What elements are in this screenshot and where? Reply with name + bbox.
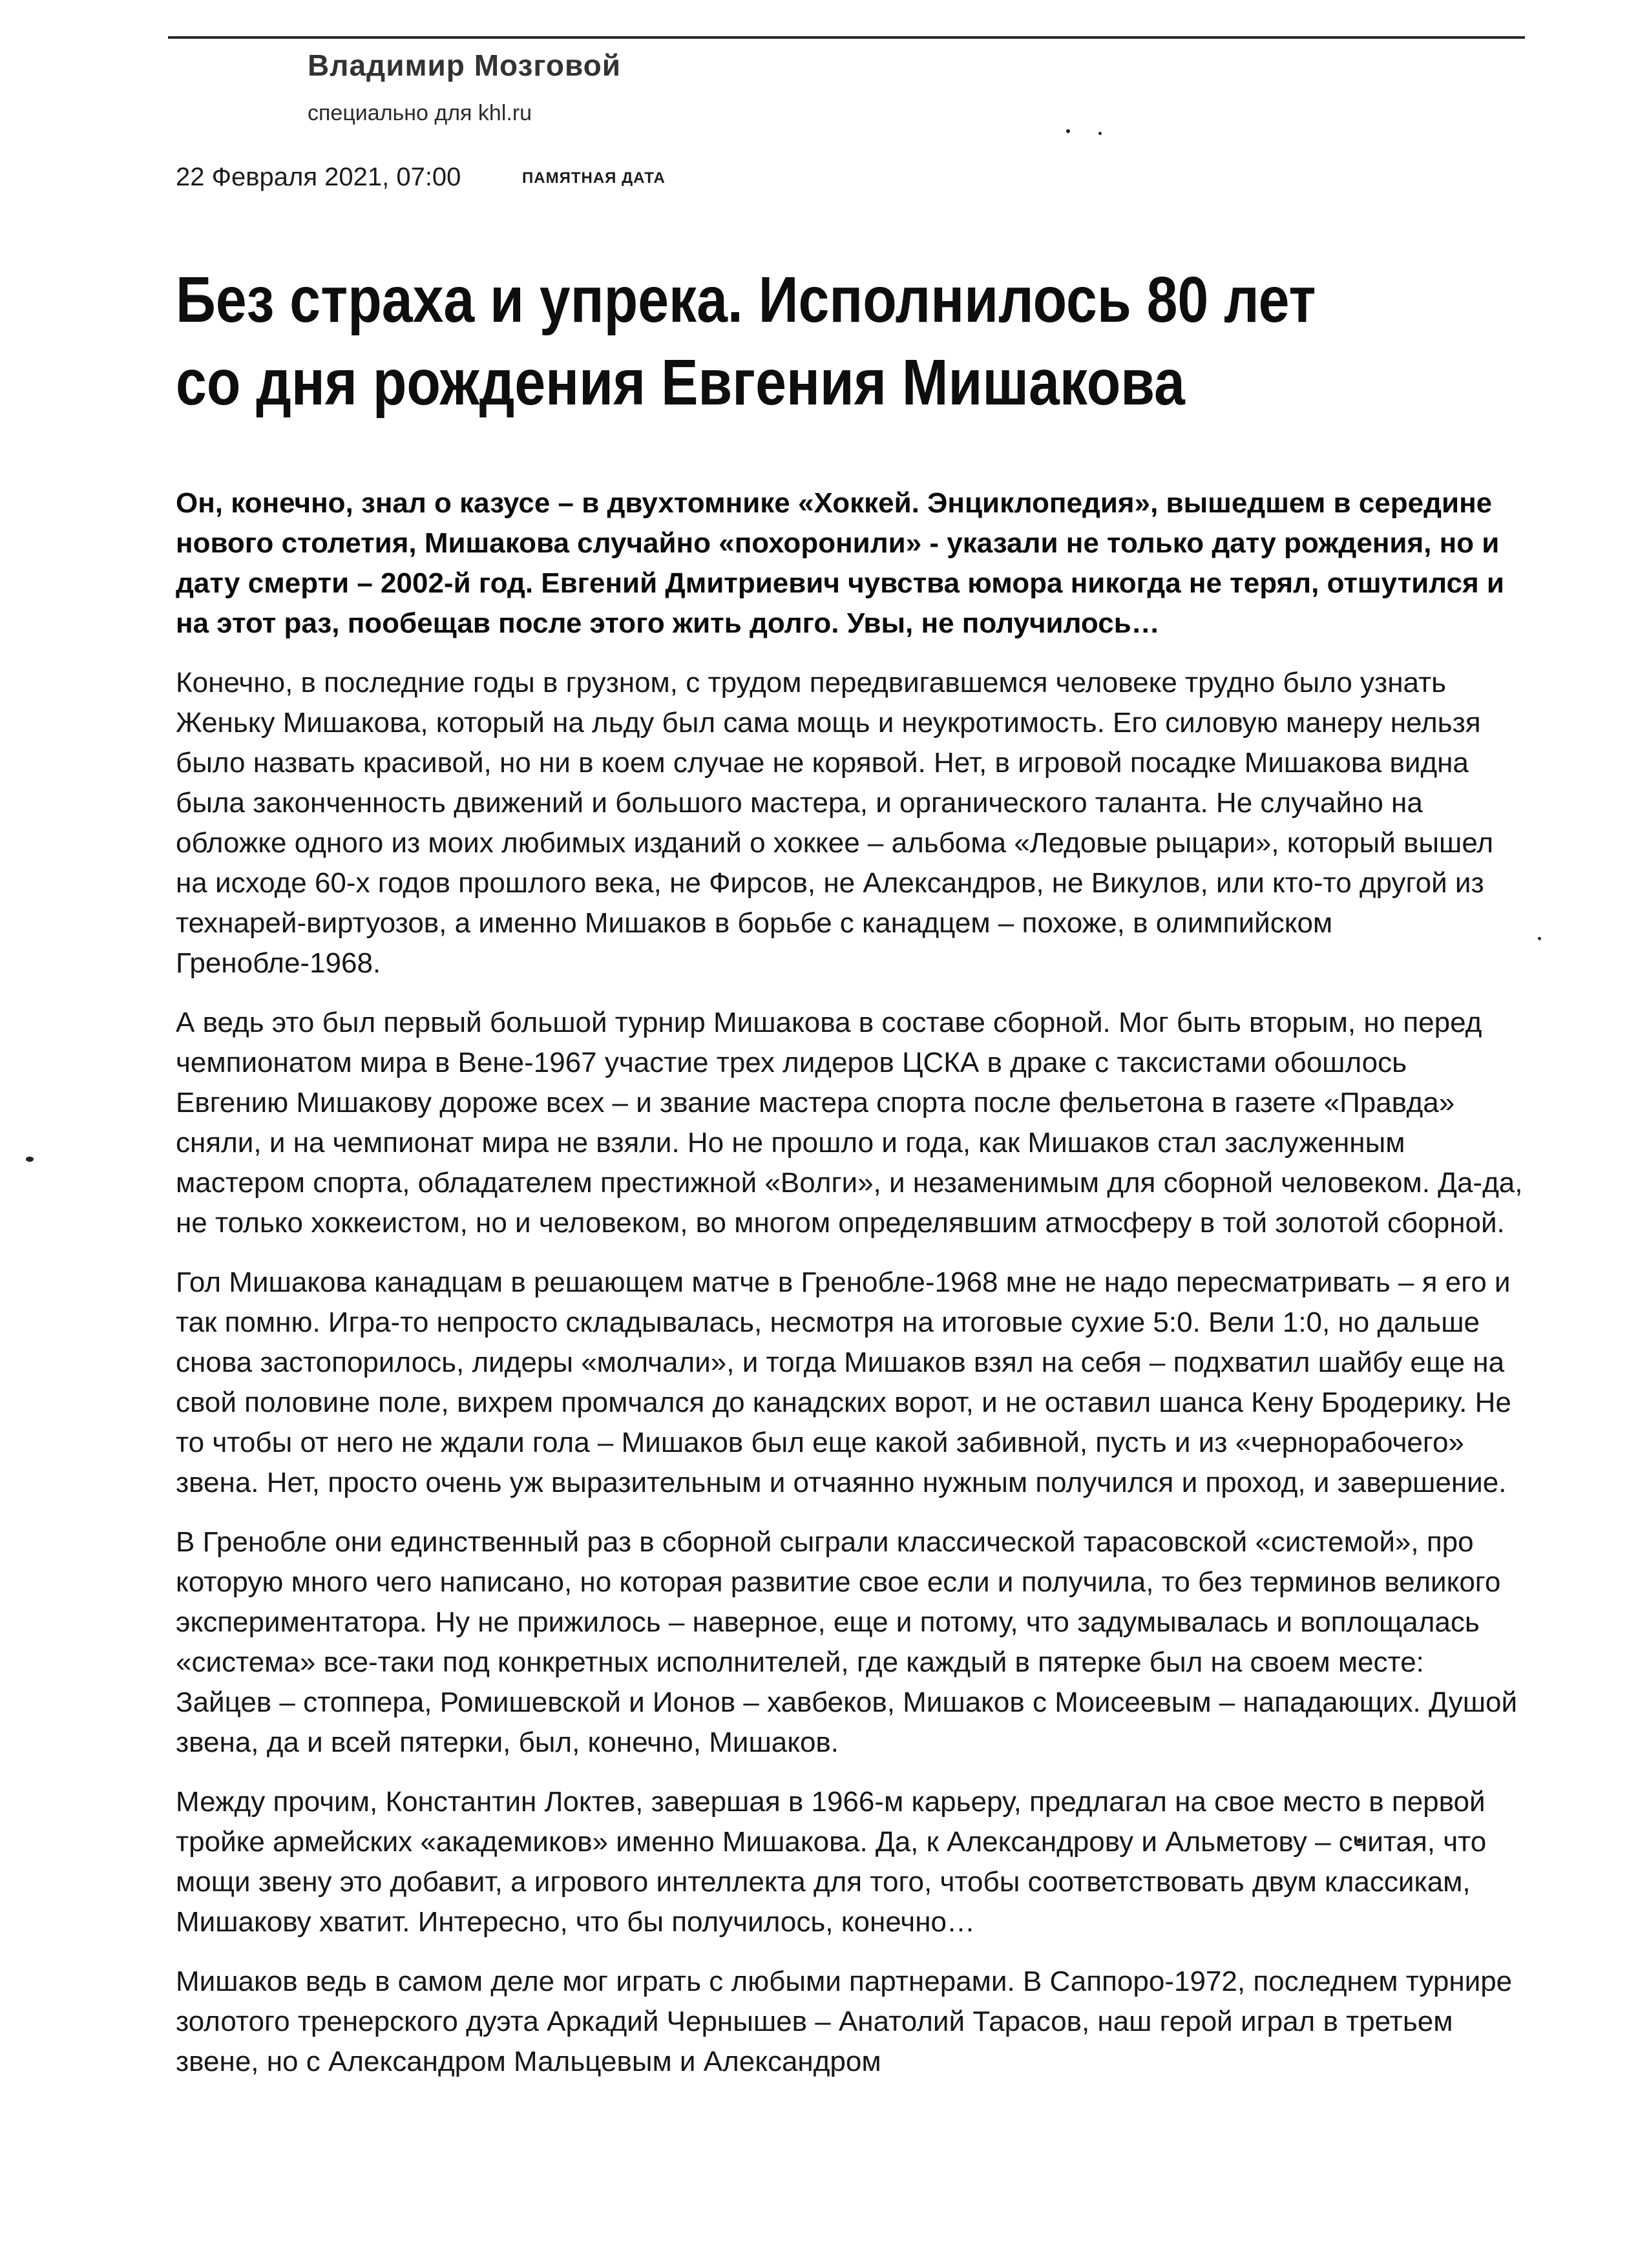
scan-speck (1066, 129, 1070, 133)
article-paragraph: В Гренобле они единственный раз в сборной сыграли классической тарасовской «системой», про которую много чего написано, но которая развитие свое если и получила, то без терминов великого экспериментатора. Ну не прижилось – наверное, еще и потому, что задумывалась и воплощалась «система» все-таки под конкретных исполнителей, где каждый в пятерке был на своем месте: Зайцев – стоппера, Ромишевской и Ионов – хавбеков, Мишаков с Моисеевым – нападающих. Душой звена, да и всей пятерки, был, конечно, Мишаков. (176, 1526, 1518, 1758)
article-body (176, 483, 1526, 2101)
scan-edge-line (168, 36, 1525, 39)
author-source: специально для khl.ru (308, 101, 532, 125)
article-headline: Без страха и упрека. Исполнилось 80 лет со дня рождения Евгения Мишакова (176, 264, 1316, 419)
category-tag: ПАМЯТНАЯ ДАТА (522, 169, 666, 187)
publish-date: 22 Февраля 2021, 07:00 (176, 163, 461, 191)
author-name: Владимир Мозговой (308, 48, 622, 82)
scan-speck (26, 1157, 34, 1162)
scan-speck (1538, 937, 1541, 940)
article-lead: Он, конечно, знал о казусе – в двухтомнике «Хоккей. Энциклопедия», вышедшем в середине нового столетия, Мишакова случайно «похоронили» - указали не только дату рождения, но и дату смерти – 2002-й год. Евгений Дмитриевич чувства юмора никогда не терял, отшутился и на этот раз, пообещав после этого жить долго. Увы, не получилось… (176, 487, 1504, 639)
article-paragraph: Конечно, в последние годы в грузном, с трудом передвигавшемся человеке трудно было узнать Женьку Мишакова, который на льду был сама мощь и неукротимость. Его силовую манеру нельзя было назвать красивой, но ни в коем случае не корявой. Нет, в игровой посадке Мишакова видна была законченность движений и большого мастера, и органического таланта. Не случайно на обложке одного из моих любимых изданий о хоккее – альбома «Ледовые рыцари», который вышел на исходе 60-х годов прошлого века, не Фирсов, не Александров, не Викулов, или кто-то другой из технарей-виртуозов, а именно Мишаков в борьбе с канадцем – похоже, в олимпийском Гренобле-1968. (176, 667, 1493, 979)
article-paragraph: А ведь это был первый большой турнир Мишакова в составе сборной. Мог быть вторым, но перед чемпионатом мира в Вене-1967 участие трех лидеров ЦСКА в драке с таксистами обошлось Евгению Мишакову дороже всех – и звание мастера спорта после фельетона в газете «Правда» сняли, и на чемпионат мира не взяли. Но не прошло и года, как Мишаков стал заслуженным мастером спорта, обладателем престижной «Волги», и незаменимым для сборной человеком. Да-да, не только хоккеистом, но и человеком, во многом определявшим атмосферу в той золотой сборной. (176, 1007, 1523, 1239)
article-paragraph: Между прочим, Константин Локтев, завершая в 1966-м карьеру, предлагал на свое место в первой тройке армейских «академиков» именно Мишакова. Да, к Александрову и Альметову – считая, что мощи звену это добавит, а игрового интеллекта для того, чтобы соответствовать двум классикам, Мишакову хватит. Интересно, что бы получилось, конечно… (176, 1786, 1487, 1938)
scan-speck (1098, 132, 1102, 135)
article-paragraph: Мишаков ведь в самом деле мог играть с любыми партнерами. В Саппоро-1972, последнем турнире золотого тренерского дуэта Аркадий Чернышев – Анатолий Тарасов, наш герой играл в третьем звене, но с Александром Мальцевым и Александром (176, 1966, 1513, 2077)
article-paragraph: Гол Мишакова канадцам в решающем матче в Гренобле-1968 мне не надо пересматривать – я его и так помню. Игра-то непросто складывалась, несмотря на итоговые сухие 5:0. Вели 1:0, но дальше снова застопорилось, лидеры «молчали», и тогда Мишаков взял на себя – подхватил шайбу еще на свой половине поле, вихрем промчался до канадских ворот, и не оставил шанса Кену Бродерику. Не то чтобы от него не ждали гола – Мишаков был еще какой забивной, пусть и из «чернорабочего» звена. Нет, просто очень уж выразительным и отчаянно нужным получился и проход, и завершение. (176, 1266, 1511, 1498)
